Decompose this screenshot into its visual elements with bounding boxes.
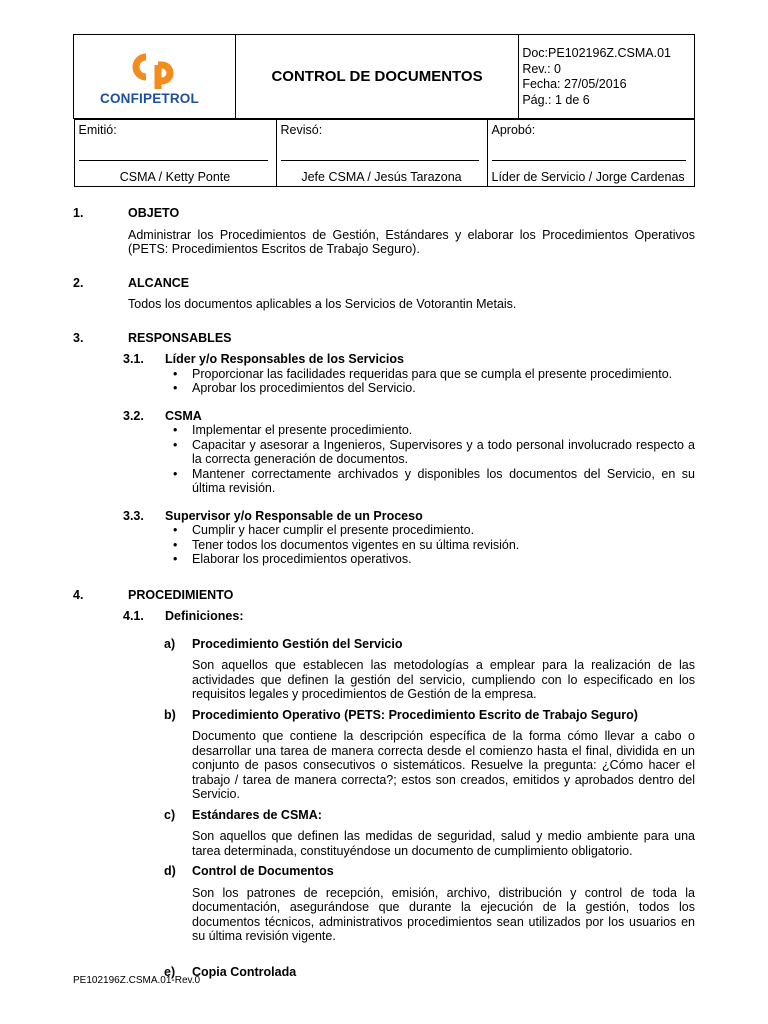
document-title: CONTROL DE DOCUMENTOS — [235, 35, 519, 119]
page-footer: PE102196Z.CSMA.01-Rev.0 — [73, 975, 201, 986]
document-header-table — [73, 34, 695, 187]
section-title: PROCEDIMIENTO — [128, 587, 234, 602]
subsection-title: Supervisor y/o Responsable de un Proceso — [165, 508, 423, 523]
document-meta — [519, 35, 695, 119]
section-number: 2. — [73, 275, 84, 290]
list-item: • Tener todos los documentos vigentes en su última revisión. — [165, 538, 695, 553]
section-title: OBJETO — [128, 206, 180, 220]
subsection-title: Líder y/o Responsables de los Servicios — [165, 352, 404, 366]
logo-cell — [74, 35, 236, 119]
section-procedimiento — [73, 588, 695, 980]
signature-name: Jefe CSMA / Jesús Tarazona — [301, 170, 462, 184]
confipetrol-logo-icon — [100, 51, 220, 91]
list-item: • Mantener correctamente archivados y disponibles los documentos del Servicio, en su última revisión. — [165, 467, 695, 496]
signature-name: Líder de Servicio / Jorge Cardenas — [491, 170, 685, 184]
definition-letter: a) — [164, 636, 176, 651]
signature-label: Aprobó: — [491, 123, 536, 137]
definition-letter: e) — [164, 964, 176, 979]
definition-letter: b) — [164, 707, 176, 722]
definition-c — [164, 808, 695, 823]
list-item: • Implementar el presente procedimiento. — [165, 423, 695, 438]
section-text: Administrar los Procedimientos de Gestión, Estándares y elaborar los Procedimientos Operativos (PETS: Procedimientos Escritos de Trabajo Seguro). — [128, 227, 695, 256]
definition-title: Estándares de CSMA: — [192, 807, 322, 822]
bullet-list — [165, 523, 695, 567]
section-alcance — [73, 276, 695, 312]
signature-emitio — [74, 120, 276, 187]
definition-e — [164, 965, 695, 980]
definition-title: Procedimiento Gestión del Servicio — [192, 636, 403, 651]
list-item: • Capacitar y asesorar a Ingenieros, Supervisores y a todo personal involucrado respecto a la correcta generación de documentos. — [165, 438, 695, 467]
signature-label: Revisó: — [280, 123, 323, 137]
bullet-list — [165, 367, 695, 396]
signature-line — [79, 160, 268, 161]
definition-d — [164, 864, 695, 879]
subsection-3-1 — [123, 352, 695, 367]
subsection-title: Definiciones: — [165, 609, 244, 623]
doc-code: Doc:PE102196Z.CSMA.01 — [522, 46, 672, 60]
definition-a — [164, 637, 695, 652]
doc-page: Pág.: 1 de 6 — [522, 92, 590, 107]
subsection-number: 3.3. — [123, 508, 144, 523]
signature-label: Emitió: — [78, 123, 117, 137]
document-body — [73, 206, 695, 979]
signature-name: CSMA / Ketty Ponte — [119, 170, 231, 184]
doc-date: Fecha: 27/05/2016 — [522, 77, 627, 91]
subsection-3-3 — [123, 509, 695, 524]
definition-b — [164, 708, 695, 723]
company-name: CONFIPETROL — [100, 91, 199, 106]
subsection-4-1 — [123, 609, 695, 624]
section-number: 4. — [73, 587, 84, 602]
definition-text: Son los patrones de recepción, emisión, archivo, distribución y control de toda la documentación, asegurándose que durante la ejecución de la gestión, todos los documentos técnicos, administrativos procedimientos sean utilizados por los usuarios en su última revisión vigente. — [192, 885, 695, 943]
subsection-number: 4.1. — [123, 609, 144, 623]
list-item: • Cumplir y hacer cumplir el presente procedimiento. — [165, 523, 695, 538]
bullet-list — [165, 423, 695, 496]
list-item: • Proporcionar las facilidades requeridas para que se cumpla el presente procedimiento. — [165, 367, 695, 382]
definition-text: Son aquellos que definen las medidas de seguridad, salud y medio ambiente para una tarea determinada, constituyéndose un documento de cumplimiento obligatorio. — [192, 829, 695, 858]
signature-line — [492, 160, 686, 161]
signature-aprobo — [487, 120, 694, 187]
list-item: • Elaborar los procedimientos operativos. — [165, 552, 695, 567]
definition-title: Procedimiento Operativo (PETS: Procedimiento Escrito de Trabajo Seguro) — [192, 707, 638, 722]
section-objeto — [73, 206, 695, 257]
subsection-title: CSMA — [165, 408, 202, 423]
definition-letter: c) — [164, 807, 176, 822]
subsection-number: 3.2. — [123, 408, 144, 423]
section-number: 3. — [73, 330, 84, 345]
signature-line — [281, 160, 479, 161]
definition-title: Copia Controlada — [192, 964, 297, 979]
subsection-3-2 — [123, 409, 695, 424]
signature-table — [74, 119, 695, 187]
definition-text: Son aquellos que establecen las metodologías a emplear para la realización de las actividades que definen la gestión del servicio, cumpliendo con lo especificado en los requisitos legales y procedimientos de Gestión de la empresa. — [192, 658, 695, 701]
subsection-number: 3.1. — [123, 352, 144, 366]
section-responsables — [73, 331, 695, 567]
section-title: ALCANCE — [128, 275, 190, 290]
definition-text: Documento que contiene la descripción específica de la forma cómo llevar a cabo o desarrollar una tarea de manera correcta desde el comienzo hasta el final, dividida en un conjunto de pasos consecutivos o sistemáticos. Resuelve la pregunta: ¿Cómo hacer el trabajo / tarea de manera correcta?; estos son creados, emitidos y aprobados dentro del Servicio. — [192, 729, 695, 801]
signature-reviso — [276, 120, 487, 187]
doc-revision: Rev.: 0 — [522, 61, 561, 76]
definition-title: Control de Documentos — [192, 864, 334, 878]
section-text: Todos los documentos aplicables a los Servicios de Votorantin Metais. — [128, 297, 517, 311]
section-title: RESPONSABLES — [128, 330, 232, 345]
company-logo — [100, 51, 220, 111]
section-number: 1. — [73, 206, 84, 220]
definition-letter: d) — [164, 864, 176, 878]
list-item: • Aprobar los procedimientos del Servicio. — [165, 381, 695, 396]
